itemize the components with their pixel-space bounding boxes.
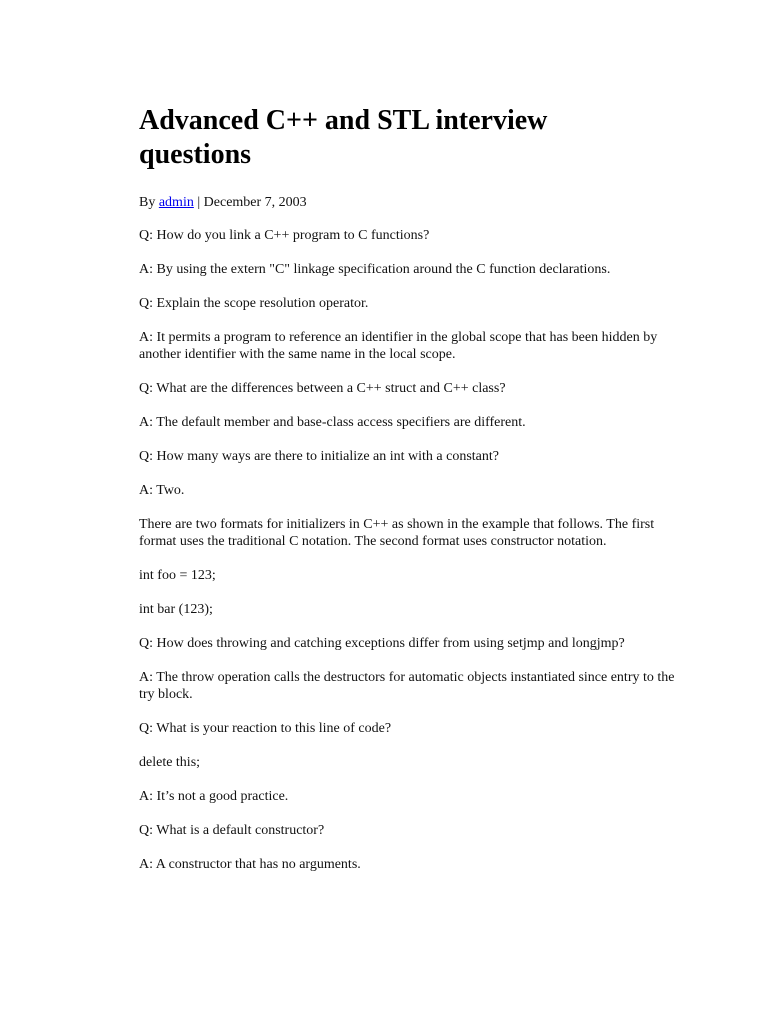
answer-paragraph: A: It’s not a good practice. (139, 789, 289, 804)
question-paragraph: Q: How do you link a C++ program to C functions? (139, 228, 430, 243)
question-paragraph: Q: What is a default constructor? (139, 823, 325, 838)
article (139, 104, 679, 890)
author-link[interactable]: admin (158, 195, 194, 210)
byline (139, 194, 679, 211)
publish-date: December 7, 2003 (203, 195, 307, 210)
byline-separator: | (193, 195, 204, 210)
code-line: int foo = 123; (139, 568, 216, 583)
page-title-line-1: Advanced C++ and STL interview (139, 105, 548, 136)
code-line: int bar (123); (139, 602, 213, 617)
question-paragraph: Q: How many ways are there to initialize an int with a constant? (139, 449, 500, 464)
question-paragraph: Q: What is your reaction to this line of code? (139, 721, 392, 736)
answer-paragraph: A: The default member and base-class access specifiers are different. (139, 415, 526, 430)
answer-paragraph: A: Two. (139, 483, 185, 498)
question-paragraph: Q: What are the differences between a C++ struct and C++ class? (139, 381, 506, 396)
code-line: delete this; (139, 755, 201, 770)
answer-paragraph: A: It permits a program to reference an identifier in the global scope that has been hidden by another identifier with the same name in the local scope. (139, 330, 661, 362)
page-title (139, 104, 679, 172)
page-title-line-2: questions (139, 139, 252, 170)
question-paragraph: Q: How does throwing and catching exceptions differ from using setjmp and longjmp? (139, 636, 625, 651)
explanation-paragraph: There are two formats for initializers in C++ as shown in the example that follows. The first format uses the traditional C notation. The second format uses constructor notation. (139, 517, 658, 549)
answer-paragraph: A: A constructor that has no arguments. (139, 857, 361, 872)
question-paragraph: Q: Explain the scope resolution operator. (139, 296, 369, 311)
answer-paragraph: A: The throw operation calls the destructors for automatic objects instantiated since entry to the try block. (139, 670, 678, 702)
answer-paragraph: A: By using the extern "C" linkage specification around the C function declarations. (139, 262, 611, 277)
byline-prefix: By (139, 195, 159, 210)
